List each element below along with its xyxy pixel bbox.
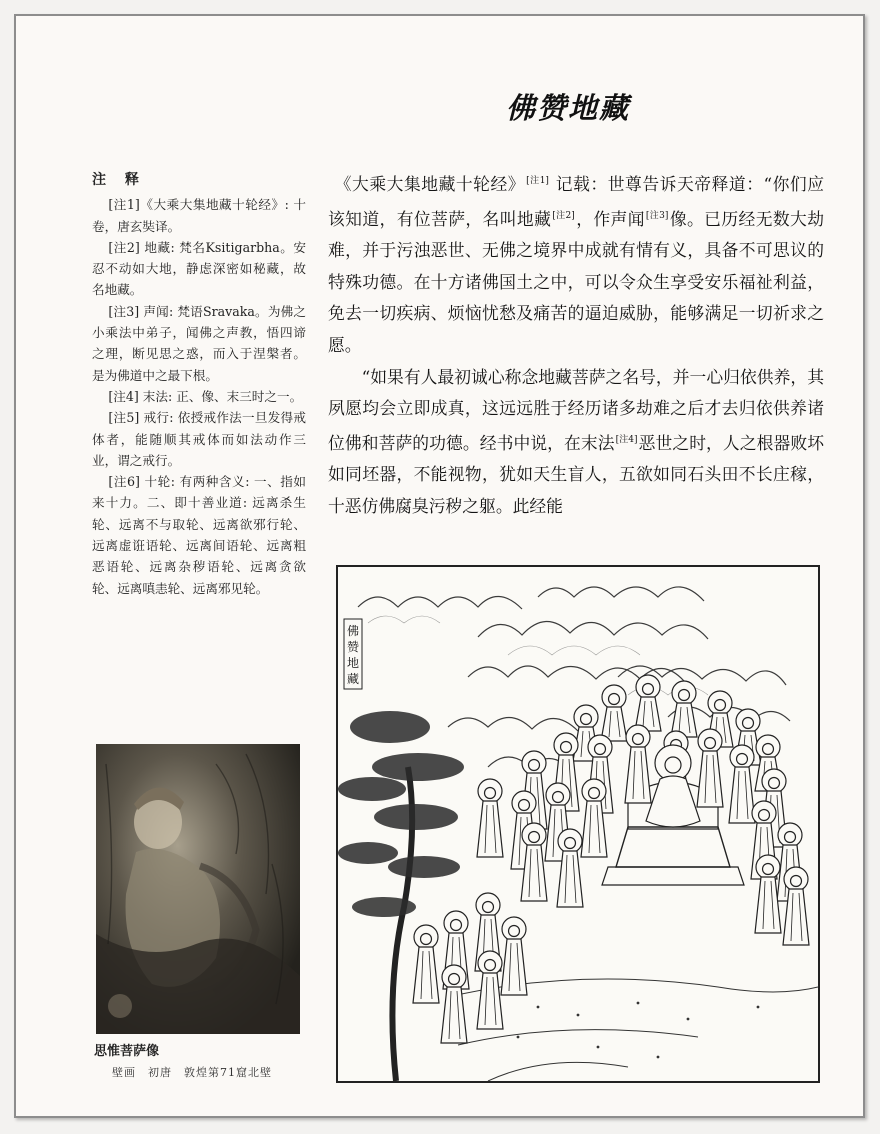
figure-head (737, 754, 748, 765)
figure-head (643, 684, 654, 695)
fresco-caption-title: 思惟菩萨像 (94, 1044, 160, 1059)
paragraph-1 (328, 166, 824, 362)
figure-head (715, 700, 726, 711)
footnote-ref-4: [注4] (615, 434, 638, 445)
figure-head (529, 760, 540, 771)
note-5: [注5] 戒行: 依授戒作法一旦发得戒体者，能随顺其戒体而如法动作三业，谓之戒行。 (92, 410, 306, 468)
figure-head (483, 902, 494, 913)
figure-head (589, 788, 600, 799)
footnote-ref-2: [注2] (552, 210, 575, 221)
footnote-ref-3: [注3] (645, 210, 669, 221)
woodcut-label-char-4: 藏 (346, 672, 360, 686)
figure-head (509, 926, 520, 937)
figure-robe (729, 767, 755, 823)
figure-head (609, 694, 620, 705)
figure-head (449, 974, 460, 985)
figure-head (553, 792, 564, 803)
p2-text-a: “如果有人最初诚心称念地藏菩萨之名号，并一心归依供养，其夙愿均会立即成真，这远远胜于经历诸多劫难之后才去归依供养诸位佛和菩萨的功德。经书中说，在末法 (328, 366, 824, 453)
figure-head (763, 744, 774, 755)
figure-head (485, 960, 496, 971)
p1-text-d: 像。已历经无数大劫难，并于污浊恶世、无佛之境界中成就有情有义，具备不可思议的特殊功德。在十方诸佛国土之中，可以令众生享受安乐福祉利益，免去一切疾病、烦恼忧愁及痛苦的逼迫威胁，能够满足一切祈求之愿。 (328, 208, 824, 355)
figure-head (565, 838, 576, 849)
figure-robe (441, 987, 467, 1043)
figure-head (485, 788, 496, 799)
figure-head (705, 738, 716, 749)
note-2: [注2] 地藏: 梵名Ksitigarbha。安忍不动如大地，静虑深密如秘藏，故名地藏。 (92, 239, 306, 298)
figure-head (785, 832, 796, 843)
notes-column (92, 170, 306, 599)
figure-head (791, 876, 802, 887)
p1-text-b: 记载：世尊告诉天帝释道：“你们应该知道，有位菩萨，名叫地藏 (328, 174, 825, 229)
figure-head (679, 690, 690, 701)
note-3: [注3] 声闻: 梵语Sravaka。为佛之小乘法中弟子，闻佛之声教，悟四谛之理，断见思之惑，而入于涅槃者。是为佛道中之最下根。 (92, 303, 306, 383)
p1-text-a: 《大乘大集地藏十轮经》 (334, 174, 526, 194)
paragraph-2 (328, 362, 824, 523)
fresco-illustration (96, 744, 300, 1034)
figure-head (633, 734, 644, 745)
page-title: 佛赞地藏 (506, 91, 631, 125)
buddha-body (646, 776, 700, 827)
fresco-caption-subtitle: 壁画 初唐 敦煌第71窟北壁 (112, 1066, 272, 1079)
figure-robe (697, 751, 723, 807)
woodcut-label-char-3: 地 (346, 656, 360, 670)
figure-head (519, 800, 530, 811)
woodcut-label-char-2: 赞 (346, 640, 360, 654)
figure-head (529, 832, 540, 843)
figure-head (763, 864, 774, 875)
woodcut-label-char-1: 佛 (346, 624, 360, 638)
woodcut-scene (338, 567, 818, 1081)
note-6: [注6] 十轮: 有两种含义: 一、指如来十力。二、即十善业道: 远离杀生轮、远离不与取轮、远离欲邪行轮、远离虚诳语轮、远离间语轮、远离粗恶语轮、远离杂秽语轮、远离贪欲轮、远离嗔恚轮、远离邪见轮。 (92, 474, 306, 596)
page (14, 14, 865, 1118)
p2-text-b: 恶世之时，人之根器败坏如同坯器，不能视物，犹如天生盲人，五欲如同石头田不长庄稼，十恶仿佛腐臭污秽之躯。此经能 (328, 432, 824, 516)
body-text (328, 166, 824, 523)
p1-text-c: ，作声闻 (575, 208, 645, 229)
figure-robe (501, 939, 527, 995)
buddha-head (665, 757, 681, 773)
figure-robe (413, 947, 439, 1003)
figure-robe (755, 877, 781, 933)
figure-robe (477, 801, 503, 857)
figure-head (743, 718, 754, 729)
figure-head (581, 714, 592, 725)
figure-head (769, 778, 780, 789)
footnote-ref-1: [注1] (526, 176, 549, 186)
figures (413, 675, 809, 1043)
woodcut-illustration (336, 565, 820, 1083)
figure-head (595, 744, 606, 755)
fresco-image (96, 744, 300, 1034)
figure-head (421, 934, 432, 945)
note-4: [注4] 末法: 正、像、末三时之一。 (108, 388, 303, 404)
pine-foliage (338, 711, 464, 917)
figure-head (451, 920, 462, 931)
figure-head (561, 742, 572, 753)
figure-robe (625, 747, 651, 803)
figure-head (759, 810, 770, 821)
notes-heading: 注 释 (92, 172, 146, 188)
note-1: [注1]《大乘大集地藏十轮经》: 十卷，唐玄奘译。 (92, 197, 306, 234)
figure-robe (477, 973, 503, 1029)
